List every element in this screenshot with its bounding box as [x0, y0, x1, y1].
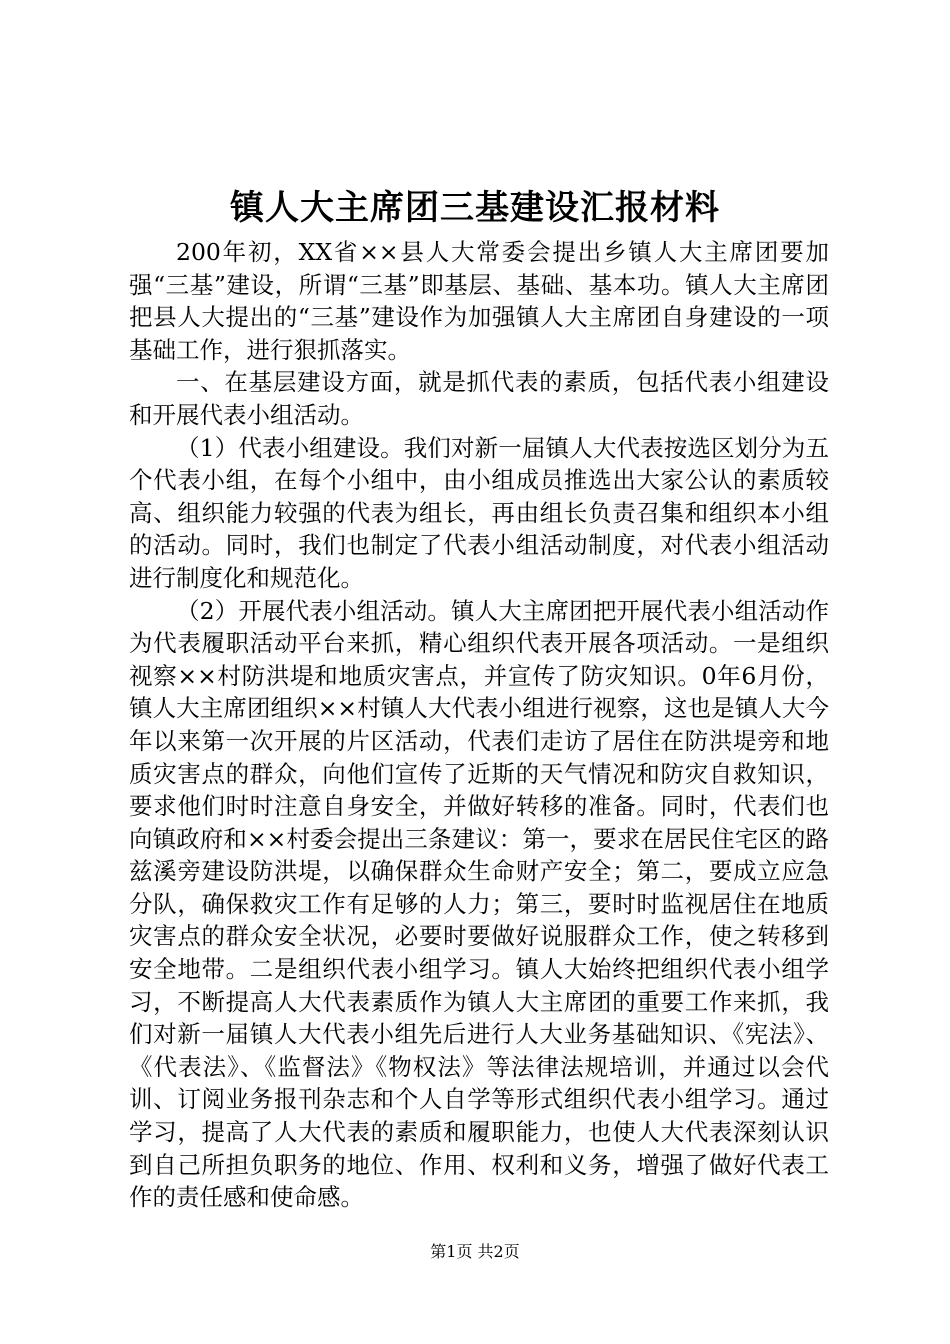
document-body [129, 236, 829, 1214]
paragraph-item-2: （2）开展代表小组活动。镇人大主席团把开展代表小组活动作为代表履职活动平台来抓，精心组织代表开展各项活动。一是组织视察××村防洪堤和地质灾害点，并宣传了防灾知识。0年6月份，镇人大主席团组织××村镇人大代表小组进行视察，这也是镇人大今年以来第一次开展的片区活动，代表们走访了居住在防洪堤旁和地质灾害点的群众，向他们宣传了近斯的天气情况和防灾自救知识，要求他们时时注意自身安全，并做好转移的准备。同时，代表们也向镇政府和××村委会提出三条建议：第一，要求在居民住宅区的路兹溪旁建设防洪堤，以确保群众生命财产安全；第二，要成立应急分队，确保救灾工作有足够的人力；第三，要时时监视居住在地质灾害点的群众安全状况，必要时要做好说服群众工作，使之转移到安全地带。二是组织代表小组学习。镇人大始终把组织代表小组学习，不断提高人大代表素质作为镇人大主席团的重要工作来抓，我们对新一届镇人大代表小组先后进行人大业务基础知识、《宪法》、《代表法》、《监督法》《物权法》等法律法规培训，并通过以会代训、订阅业务报刊杂志和个人自学等形式组织代表小组学习。通过学习，提高了人大代表的素质和履职能力，也使人大代表深刻认识到自己所担负职务的地位、作用、权利和义务，增强了做好代表工作的责任感和使命感。 [129, 596, 829, 1212]
page-footer: 第1页 共2页 [430, 1242, 520, 1261]
paragraph-section-1: 一、在基层建设方面，就是抓代表的素质，包括代表小组建设和开展代表小组活动。 [129, 368, 829, 429]
paragraph-item-1: （1）代表小组建设。我们对新一届镇人大代表按选区划分为五个代表小组，在每个小组中，由小组成员推选出大家公认的素质较高、组织能力较强的代表为组长，再由组长负责召集和组织本小组的活动。同时，我们也制定了代表小组活动制度，对代表小组活动进行制度化和规范化。 [129, 433, 829, 592]
document-title: 镇人大主席团三基建设汇报材料 [230, 188, 720, 228]
paragraph-intro: 200年初，XX省××县人大常委会提出乡镇人大主席团要加强“三基”建设，所谓“三基”即基层、基础、基本功。镇人大主席团把县人大提出的“三基”建设作为加强镇人大主席团自身建设的一项基础工作，进行狠抓落实。 [129, 238, 829, 364]
